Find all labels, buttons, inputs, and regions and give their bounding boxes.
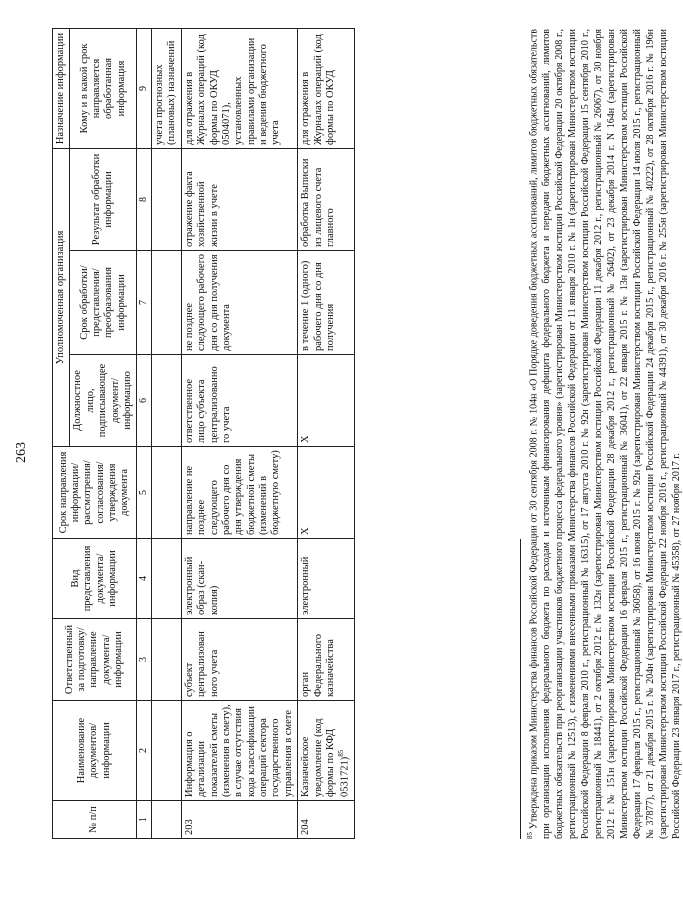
row-processing: не позднее следующего рабочего дня со дня получения документа [181, 251, 297, 355]
header-official: Должностное лицо, подписывающее документ/ информацию [70, 355, 137, 447]
row-responsible: орган Федерального казначейства [298, 619, 355, 701]
column-number: 5 [137, 447, 152, 539]
row-form: электронный [298, 539, 355, 619]
table-row [181, 28, 297, 838]
column-number-row [137, 28, 152, 838]
row-term: направление не позднее следующего рабочего дня со дня утверждения бюджетной сметы (изменений в бюджетную смету) [181, 447, 297, 539]
column-number: 3 [137, 619, 152, 701]
header-row-top [53, 28, 70, 838]
row-name [298, 701, 355, 801]
row-purpose: для отражения в Журналах операций (код формы по ОКУД [298, 28, 355, 148]
procedures-table [52, 28, 355, 839]
column-number: 4 [137, 539, 152, 619]
table-row [298, 28, 355, 838]
row-num: 203 [181, 801, 297, 839]
row-num: 204 [298, 801, 355, 839]
footnote [526, 29, 683, 839]
row-processing: в течение 1 (одного) рабочего дня со дня получения [298, 251, 355, 355]
footnote-text: Утверждена приказом Министерства финансов Российской Федерации от 30 сентября 2008 г. № 104н «О Порядке доведения бюджетных ассигнований, лимитов бюджетных обязательств при организации исполнения федерального бюджета по расходам и источникам финансирования дефицита федерального бюджета и передачи бюджетных ассигнований, лимитов бюджетных обязательств при реорганизации участников бюджетного процесса федерального уровня» (зарегистрирован Министерством юстиции Российской Федерации 20 октября 2008 г., регистрационный № 12513), с изменениями внесенными приказами Министерства финансов Российской Федерации от 11 января 2010 г. № 1н (зарегистрирован Министерством юстиции Российской Федерации 8 февраля 2010 г., регистрационный № 16315), от 17 августа 2010 г. № 92н (зарегистрирован Министерством юстиции Российской Федерации 15 сентября 2010 г., регистрационный № 18441), от 2 октября 2012 г. № 132н (зарегистрирован Министерством юстиции Российской Федерации 11 декабря 2012 г., регистрационный № 26067), от 30 ноября 2012 г. № 151н (зарегистрирован Министерством юстиции Российской Федерации 28 декабря 2012 г., регистрационный № 26402), от 23 декабря 2014 г. N 164н (зарегистрирован Министерством юстиции Российской Федерации 16 февраля 2015 г., регистрационный № 36041), от 22 января 2015 г. № 13н (зарегистрирован Министерством юстиции Российской Федерации 17 февраля 2015 г., регистрационный № 36058), от 16 июня 2015 г. № 92н (зарегистрирован Министерством юстиции Российской Федерации 14 июля 2015 г., регистрационный № 37877), от 21 декабря 2015 г. № 204н (зарегистрирован Министерством юстиции Российской Федерации 24 декабря 2015 г., регистрационный № 40222), от 28 октября 2016 г. № 196н (зарегистрирован Министерством юстиции Российской Федерации 22 ноября 2016 г., регистрационный № 44391), от 30 декабря 2016 г. № 255н (зарегистрирован Министерством юстиции Российской Федерации 23 января 2017 г., регистрационный № 45358), от 27 ноября 2017 г. [528, 28, 683, 839]
header-num: № п/п [53, 801, 137, 839]
column-number: 7 [137, 251, 152, 355]
row-official: X [298, 355, 355, 447]
footnote-divider [520, 539, 521, 839]
row-form: электронный образ (скан-копия) [181, 539, 297, 619]
header-authorized-org: Уполномоченная организация [53, 148, 70, 446]
row-official: ответственное лицо субъекта централизованно го учета [181, 355, 297, 447]
header-responsible: Ответственный за подготовку/ направление документа/ информации [53, 619, 137, 701]
table-row-continuation [152, 28, 182, 838]
row-term: X [298, 447, 355, 539]
header-purpose-sub: Кому и в какой срок направляется обработанная информация [70, 28, 137, 148]
header-form: Вид представления документа/ информации [53, 539, 137, 619]
column-number: 2 [137, 701, 152, 801]
column-number: 6 [137, 355, 152, 447]
column-number: 1 [137, 801, 152, 839]
row-name: Информация о детализации показателей сметы (изменения в смету), в случае отсутствия кода классификации операций сектора государственного управления в смете [181, 701, 297, 801]
header-term: Срок направления информации/ рассмотрения/ согласования/ утверждения документа [53, 447, 137, 539]
header-processing: Срок обработки/ представления/ преобразования информации [70, 251, 137, 355]
row-name-text: Казначейское уведомление (код формы по КФД 0531721) [300, 718, 351, 797]
footnote-mark: 85 [526, 832, 534, 839]
continuation-purpose: учета прогнозных (плановых) назначений [152, 28, 182, 148]
header-purpose: Назначение информации [53, 28, 70, 148]
column-number: 9 [137, 28, 152, 148]
row-responsible: субъект централизован ного учета [181, 619, 297, 701]
column-number: 8 [137, 148, 152, 250]
page-number: 263 [14, 442, 29, 463]
footnote-ref: 85 [337, 749, 346, 757]
header-result: Результат обработки информации [70, 148, 137, 250]
row-result: отражение факта хозяйственной жизни в учете [181, 148, 297, 250]
row-result: обработка Выписки из лицевого счета главного [298, 148, 355, 250]
header-name: Наименование документов/ информации [53, 701, 137, 801]
row-purpose: для отражения в Журналах операций (код формы по ОКУД 0504071), установленных правилами организации и ведения бюджетного учета [181, 28, 297, 148]
